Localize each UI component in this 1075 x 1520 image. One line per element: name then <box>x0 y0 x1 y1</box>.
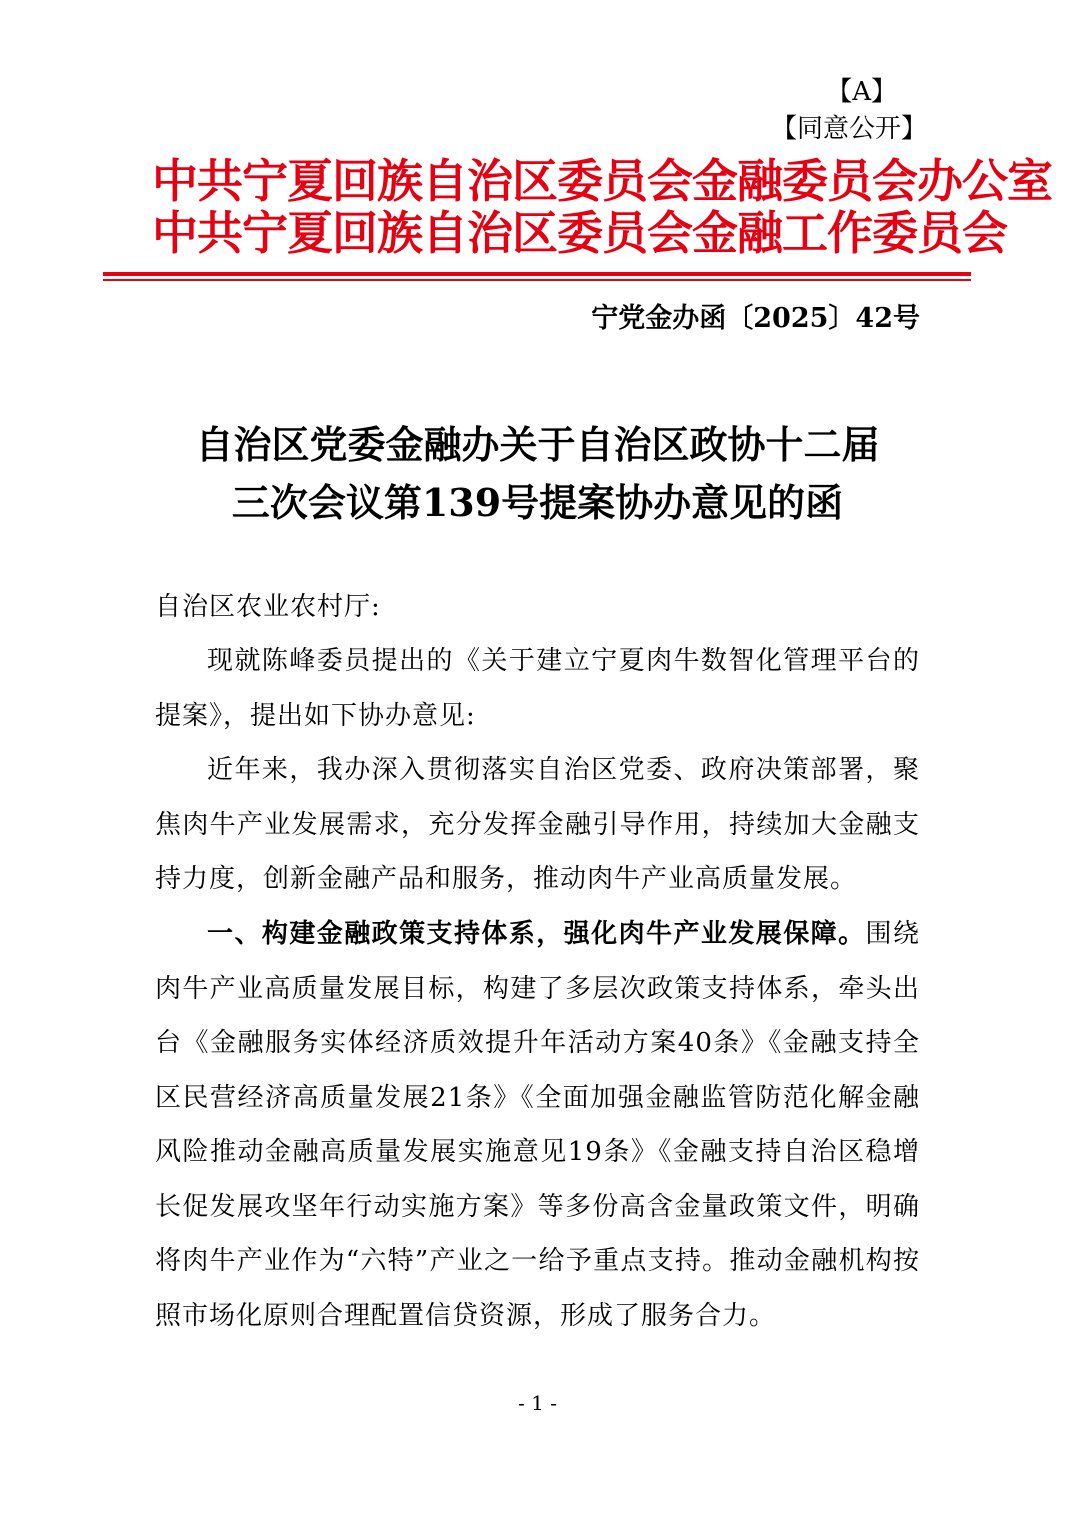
section-1-paragraph <box>155 907 920 1343</box>
disclosure-tag: 【同意公开】 <box>770 114 927 144</box>
classification-tag: 【A】 <box>826 77 897 107</box>
page-number: - 1 - <box>518 1391 557 1415</box>
document-title-line-1: 自治区党委金融办关于自治区政协十二届 <box>195 422 880 467</box>
issuer-line-2: 中共宁夏回族自治区委员会金融工作委员会 <box>152 206 1007 260</box>
red-header-rule-thin <box>103 279 971 281</box>
paragraph-overview: 近年来，我办深入贯彻落实自治区党委、政府决策部署，聚焦肉牛产业发展需求，充分发挥金融引导作用，持续加大金融支持力度，创新金融产品和服务，推动肉牛产业高质量发展。 <box>155 755 920 894</box>
red-header-rule-thick <box>103 272 971 276</box>
salutation: 自治区农业农村厅: <box>155 592 381 622</box>
section-1-text: 围绕肉牛产业高质量发展目标，构建了多层次政策支持体系，牵头出台《金融服务实体经济质效提升年活动方案40条》《金融支持全区民营经济高质量发展21条》《全面加强金融监管防范化解金融风险推动金融高质量发展实施意见19条》《金融支持自治区稳增长促发展攻坚年行动实施方案》等多份高含金量政策文件，明确将肉牛产业作为“六特”产业之一给予重点支持。推动金融机构按照市场化原则合理配置信贷资源，形成了服务合力。 <box>155 919 920 1331</box>
document-number: 宁党金办函〔2025〕42号 <box>591 303 920 334</box>
paragraph-intro: 现就陈峰委员提出的《关于建立宁夏肉牛数智化管理平台的提案》，提出如下协办意见: <box>155 646 920 731</box>
issuer-line-1: 中共宁夏回族自治区委员会金融委员会办公室 <box>152 154 1052 208</box>
section-1-heading: 一、构建金融政策支持体系，强化肉牛产业发展保障。 <box>207 919 866 949</box>
document-title-line-2: 三次会议第139号提案协办意见的函 <box>231 480 844 525</box>
